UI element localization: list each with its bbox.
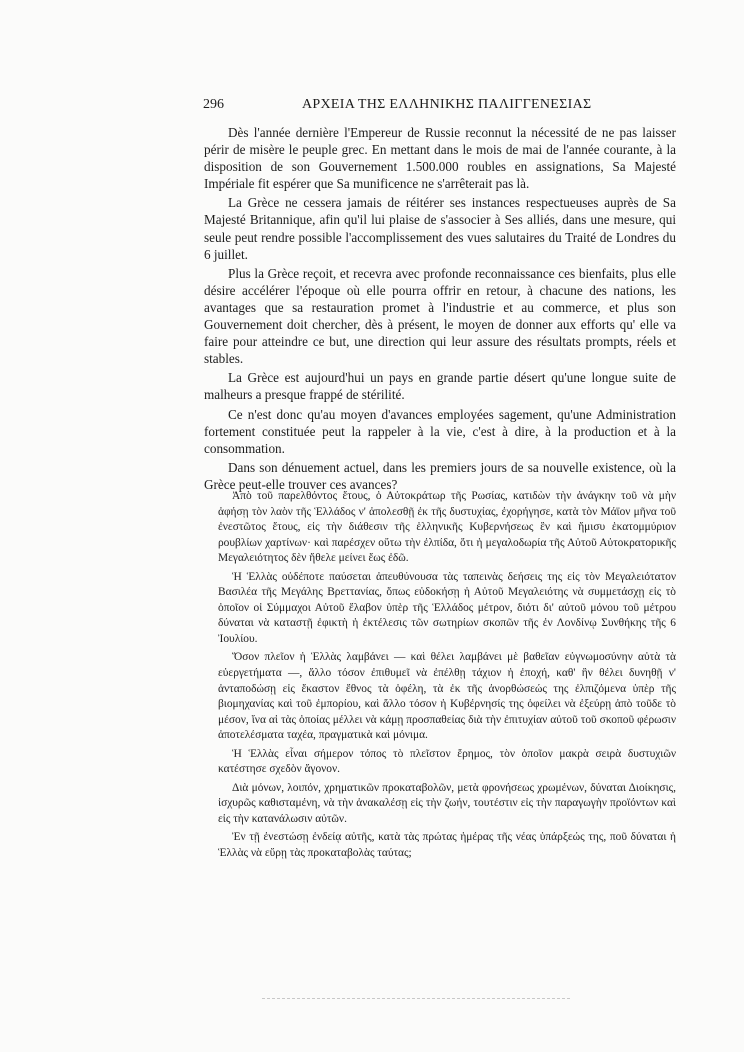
- french-text-block: [204, 124, 676, 493]
- page-header: [203, 97, 677, 117]
- greek-paragraph: Διὰ μόνων, λοιπόν, χρηματικῶν προκαταβολῶν, μετὰ φρονήσεως χρωμένων, δύναται Διοίκησις, ἰσχυρῶς καθισταμένη, νὰ τὴν ἀνακαλέσῃ εἰς τὴν ζωήν, τουτέστιν εἰς τὴν παραγωγὴν προϊόντων καὶ εἰς τὴν κατανάλωσιν αὐτῶν.: [218, 781, 676, 825]
- greek-paragraph: Ἀπὸ τοῦ παρελθόντος ἔτους, ὁ Αὐτοκράτωρ τῆς Ρωσίας, κατιδὼν τὴν ἀνάγκην τοῦ νὰ μὴν ἀφήσῃ τὸν λαὸν τῆς Ἑλλάδος ν' ἀπολεσθῇ ἐκ τῆς δυστυχίας, ἐχορήγησε, κατὰ τὸν Μάϊον μῆνα τοῦ ἐνεστῶτος ἔτους, εἰς τὴν διάθεσιν τῆς ἑλληνικῆς Κυβερνήσεως ἓν καὶ ἥμισυ ἑκατομμύριον ρουβλίων χαρτίνων· καὶ παρέσχεν οὕτω τὴν ἐλπίδα, ὅτι ἡ μεγαλοδωρία τῆς Αὐτοῦ Αὐτοκρατορικῆς Μεγαλειότητος δὲν ἤθελε μείνει ἕως ἐδῶ.: [218, 490, 676, 565]
- greek-paragraph: Ἡ Ἑλλὰς εἶναι σήμερον τόπος τὸ πλεῖστον ἔρημος, τὸν ὁποῖον μακρὰ σειρὰ δυστυχιῶν κατέστησε σχεδὸν ἄγονον.: [218, 747, 676, 776]
- greek-paragraph: Ἐν τῇ ἐνεστώσῃ ἐνδείᾳ αὐτῆς, κατὰ τὰς πρώτας ἡμέρας τῆς νέας ὑπάρξεώς της, ποῦ δύναται ἡ Ἑλλὰς νὰ εὕρῃ τὰς προκαταβολὰς ταύτας;: [218, 831, 676, 860]
- running-title: ΑΡΧΕΙΑ ΤΗΣ ΕΛΛΗΝΙΚΗΣ ΠΑΛΙΓΓΕΝΕΣΙΑΣ: [302, 97, 592, 112]
- french-paragraph: La Grèce est aujourd'hui un pays en grande partie désert qu'une longue suite de malheurs a presque frappé de stérilité.: [204, 370, 676, 403]
- footer-divider: [262, 998, 570, 999]
- french-paragraph: Plus la Grèce reçoit, et recevra avec profonde reconnaissance ces bienfaits, plus elle désire accélérer l'époque où elle pourra offrir en retour, à chacune des nations, les avantages que sa restauration promet à l'industrie et au commerce, et plus son Gouvernement doit chercher, dès à présent, le moyen de donner aux efforts qu' elle va faire pour atteindre ce but, une direction qui leur assure des résultats prompts, réels et stables.: [204, 265, 676, 367]
- page-number: 296: [203, 97, 224, 112]
- greek-paragraph: Ἡ Ἑλλὰς οὐδέποτε παύσεται ἀπευθύνουσα τὰς ταπεινὰς δεήσεις της εἰς τὸν Μεγαλειότατον Βασιλέα τῆς Μεγάλης Βρεττανίας, ὅπως εὐδοκήσῃ ἡ Αὐτοῦ Μεγαλειότης νὰ συμμετάσχῃ εἰς τὸ ὁποῖον οἱ Σύμμαχοι Αὐτοῦ ἔλαβον ὑπὲρ τῆς Ἑλλάδος μέτρον, διότι δι' αὐτοῦ μόνου τοῦ μέτρου δύναται νὰ καταστῇ ἐφικτὴ ἡ ἐκτέλεσις τῶν σωτηρίων σκοπῶν τῆς ἐν Λονδίνῳ Συνθήκης τῆς 6 Ἰουλίου.: [218, 570, 676, 645]
- greek-paragraph: Ὅσον πλεῖον ἡ Ἑλλὰς λαμβάνει — καὶ θέλει λαμβάνει μὲ βαθεῖαν εὐγνωμοσύνην αὐτὰ τὰ εὐεργετήματα —, ἄλλο τόσον ἐπιθυμεῖ νὰ ἐπέλθῃ τάχιον ἡ ἐποχή, καθ' ἣν θέλει δυνηθῇ ν' ἀνταποδώσῃ εἰς ἕκαστον ἔθνος τὰ ὀφέλη, τὰ ἐκ τῆς ἀνορθώσεώς της ἐλπιζόμενα ὑπὲρ τῆς βιομηχανίας καὶ τοῦ ἐμπορίου, καὶ ἄλλο τόσον ἡ Κυβέρνησίς της ὀφείλει νὰ ἐξεύρῃ ἀπὸ τοῦδε τὸ μέσον, ἵνα αἱ τὰς ὁποίας μέλλει νὰ κάμῃ προσπαθείας διὰ τὴν ἐπιτυχίαν αὐτοῦ τοῦ σκοποῦ φέρωσιν ἀποτελέσματα ταχέα, πραγματικὰ καὶ μόνιμα.: [218, 651, 676, 742]
- greek-translation-block: [218, 489, 676, 862]
- french-paragraph: Ce n'est donc qu'au moyen d'avances employées sagement, qu'une Administration fortement constituée peut la rappeler à la vie, c'est à dire, à la production et à la consommation.: [204, 406, 676, 456]
- french-paragraph: Dans son dénuement actuel, dans les premiers jours de sa nouvelle existence, où la Grèce peut-elle trouver ces avances?: [204, 459, 676, 492]
- french-paragraph: La Grèce ne cessera jamais de réitérer ses instances respectueuses auprès de Sa Majesté Britannique, afin qu'il lui plaise de s'associer à Ses alliés, dans une mesure, qui seule peut rendre possible l'accomplissement des vues salutaires du Traité de Londres du 6 juillet.: [204, 195, 676, 262]
- french-paragraph: Dès l'année dernière l'Empereur de Russie reconnut la nécessité de ne pas laisser périr de misère le peuple grec. En mettant dans le mois de mai de l'année courante, à la disposition de son Gouvernement 1.500.000 roubles en assignations, Sa Majesté Impériale fit espérer que Sa munificence ne s'arrêterait pas là.: [204, 125, 676, 192]
